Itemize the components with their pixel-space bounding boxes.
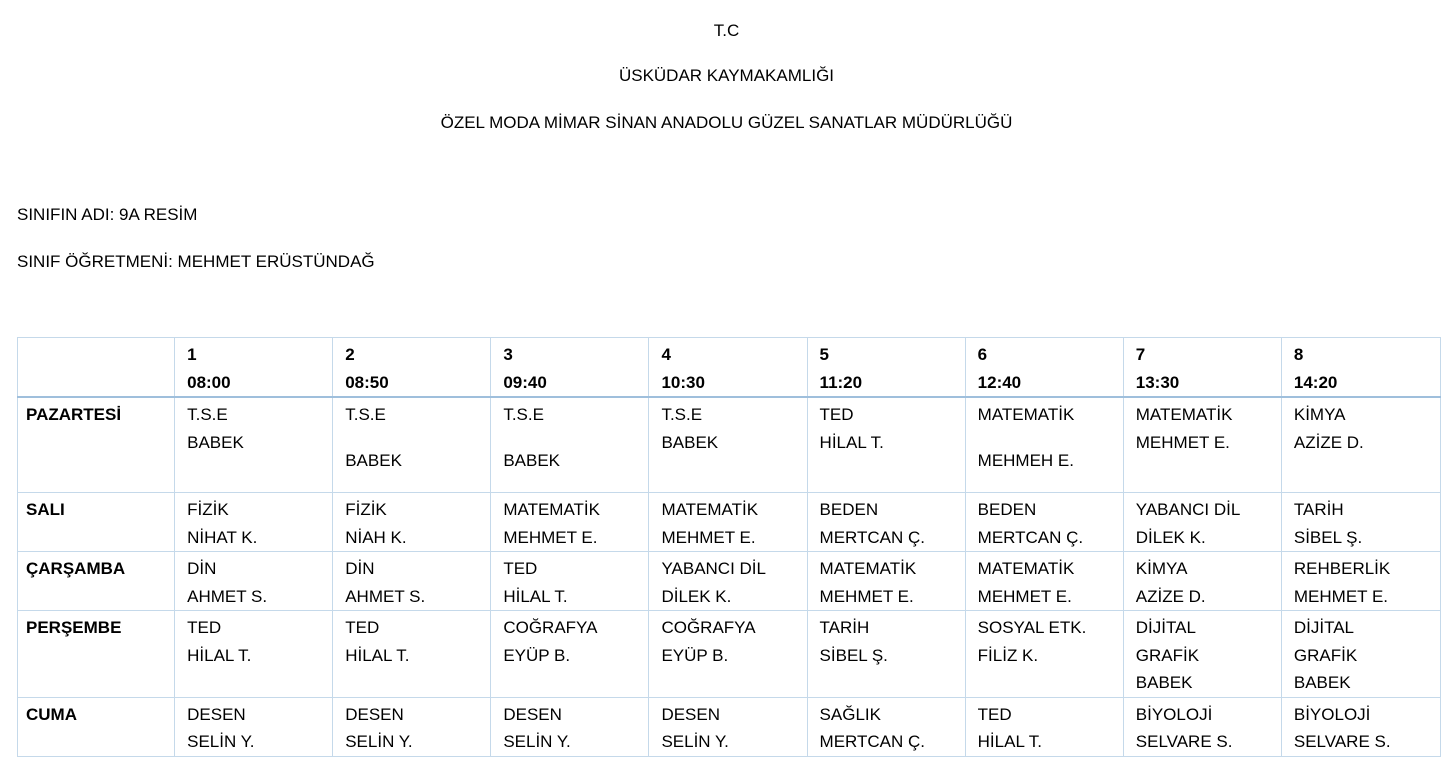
lesson-cell: MATEMATİK MEHMET E. — [649, 493, 807, 552]
period-header: 6 12:40 — [965, 338, 1123, 398]
lesson-cell: DİJİTAL GRAFİK BABEK — [1123, 611, 1281, 698]
class-teacher: SINIF ÖĞRETMENİ: MEHMET ERÜSTÜNDAĞ — [17, 252, 375, 271]
period-header: 8 14:20 — [1281, 338, 1440, 398]
corner-cell — [18, 338, 175, 398]
lesson-cell: BİYOLOJİ SELVARE S. — [1123, 697, 1281, 756]
lesson-cell: SAĞLIK MERTCAN Ç. — [807, 697, 965, 756]
lesson-cell: T.S.E BABEK — [649, 397, 807, 493]
lesson-cell: DİN AHMET S. — [175, 552, 333, 611]
lesson-cell: YABANCI DİL DİLEK K. — [649, 552, 807, 611]
lesson-cell: MATEMATİK MEHMET E. — [965, 552, 1123, 611]
day-row-sali — [18, 493, 1441, 552]
header-kaymakamlik: ÜSKÜDAR KAYMAKAMLIĞI — [618, 66, 835, 85]
lesson-cell: DESEN SELİN Y. — [333, 697, 491, 756]
lesson-cell: TED HİLAL T. — [175, 611, 333, 698]
lesson-cell: TED HİLAL T. — [333, 611, 491, 698]
lesson-cell: BEDEN MERTCAN Ç. — [965, 493, 1123, 552]
period-header: 3 09:40 — [491, 338, 649, 398]
header-tc: T.C — [713, 21, 740, 40]
lesson-cell: T.S.E BABEK — [175, 397, 333, 493]
day-label: SALI — [18, 493, 175, 552]
lesson-cell: DESEN SELİN Y. — [649, 697, 807, 756]
period-header: 5 11:20 — [807, 338, 965, 398]
lesson-cell: FİZİK NİHAT K. — [175, 493, 333, 552]
day-label: CUMA — [18, 697, 175, 756]
lesson-cell: COĞRAFYA EYÜP B. — [649, 611, 807, 698]
day-row-pazartesi — [18, 397, 1441, 493]
lesson-cell: BEDEN MERTCAN Ç. — [807, 493, 965, 552]
day-row-carsamba — [18, 552, 1441, 611]
lesson-cell: DESEN SELİN Y. — [491, 697, 649, 756]
lesson-cell: TED HİLAL T. — [965, 697, 1123, 756]
lesson-cell: SOSYAL ETK. FİLİZ K. — [965, 611, 1123, 698]
day-row-cuma — [18, 697, 1441, 756]
day-label: PERŞEMBE — [18, 611, 175, 698]
lesson-cell: TED HİLAL T. — [807, 397, 965, 493]
lesson-cell: REHBERLİK MEHMET E. — [1281, 552, 1440, 611]
lesson-cell: MATEMATİK MEHMET E. — [491, 493, 649, 552]
period-header-row — [18, 338, 1441, 398]
lesson-cell: DİJİTAL GRAFİK BABEK — [1281, 611, 1440, 698]
lesson-cell: DİN AHMET S. — [333, 552, 491, 611]
lesson-cell: KİMYA AZİZE D. — [1281, 397, 1440, 493]
lesson-cell: TARİH SİBEL Ş. — [807, 611, 965, 698]
period-header: 7 13:30 — [1123, 338, 1281, 398]
lesson-cell: DESEN SELİN Y. — [175, 697, 333, 756]
class-name: SINIFIN ADI: 9A RESİM — [17, 205, 198, 224]
lesson-cell: YABANCI DİL DİLEK K. — [1123, 493, 1281, 552]
period-header: 4 10:30 — [649, 338, 807, 398]
day-row-persembe — [18, 611, 1441, 698]
lesson-cell: T.S.E BABEK — [333, 397, 491, 493]
lesson-cell: COĞRAFYA EYÜP B. — [491, 611, 649, 698]
lesson-cell: MATEMATİK MEHMET E. — [807, 552, 965, 611]
lesson-cell: KİMYA AZİZE D. — [1123, 552, 1281, 611]
lesson-cell: TED HİLAL T. — [491, 552, 649, 611]
header-school-name: ÖZEL MODA MİMAR SİNAN ANADOLU GÜZEL SANATLAR MÜDÜRLÜĞÜ — [440, 113, 1013, 132]
lesson-cell: BİYOLOJİ SELVARE S. — [1281, 697, 1440, 756]
lesson-cell: MATEMATİK MEHMET E. — [1123, 397, 1281, 493]
lesson-cell: FİZİK NİAH K. — [333, 493, 491, 552]
period-header: 2 08:50 — [333, 338, 491, 398]
lesson-cell: MATEMATİK MEHMEH E. — [965, 397, 1123, 493]
schedule-table — [17, 337, 1441, 757]
day-label: ÇARŞAMBA — [18, 552, 175, 611]
lesson-cell: T.S.E BABEK — [491, 397, 649, 493]
day-label: PAZARTESİ — [18, 397, 175, 493]
period-header: 1 08:00 — [175, 338, 333, 398]
lesson-cell: TARİH SİBEL Ş. — [1281, 493, 1440, 552]
